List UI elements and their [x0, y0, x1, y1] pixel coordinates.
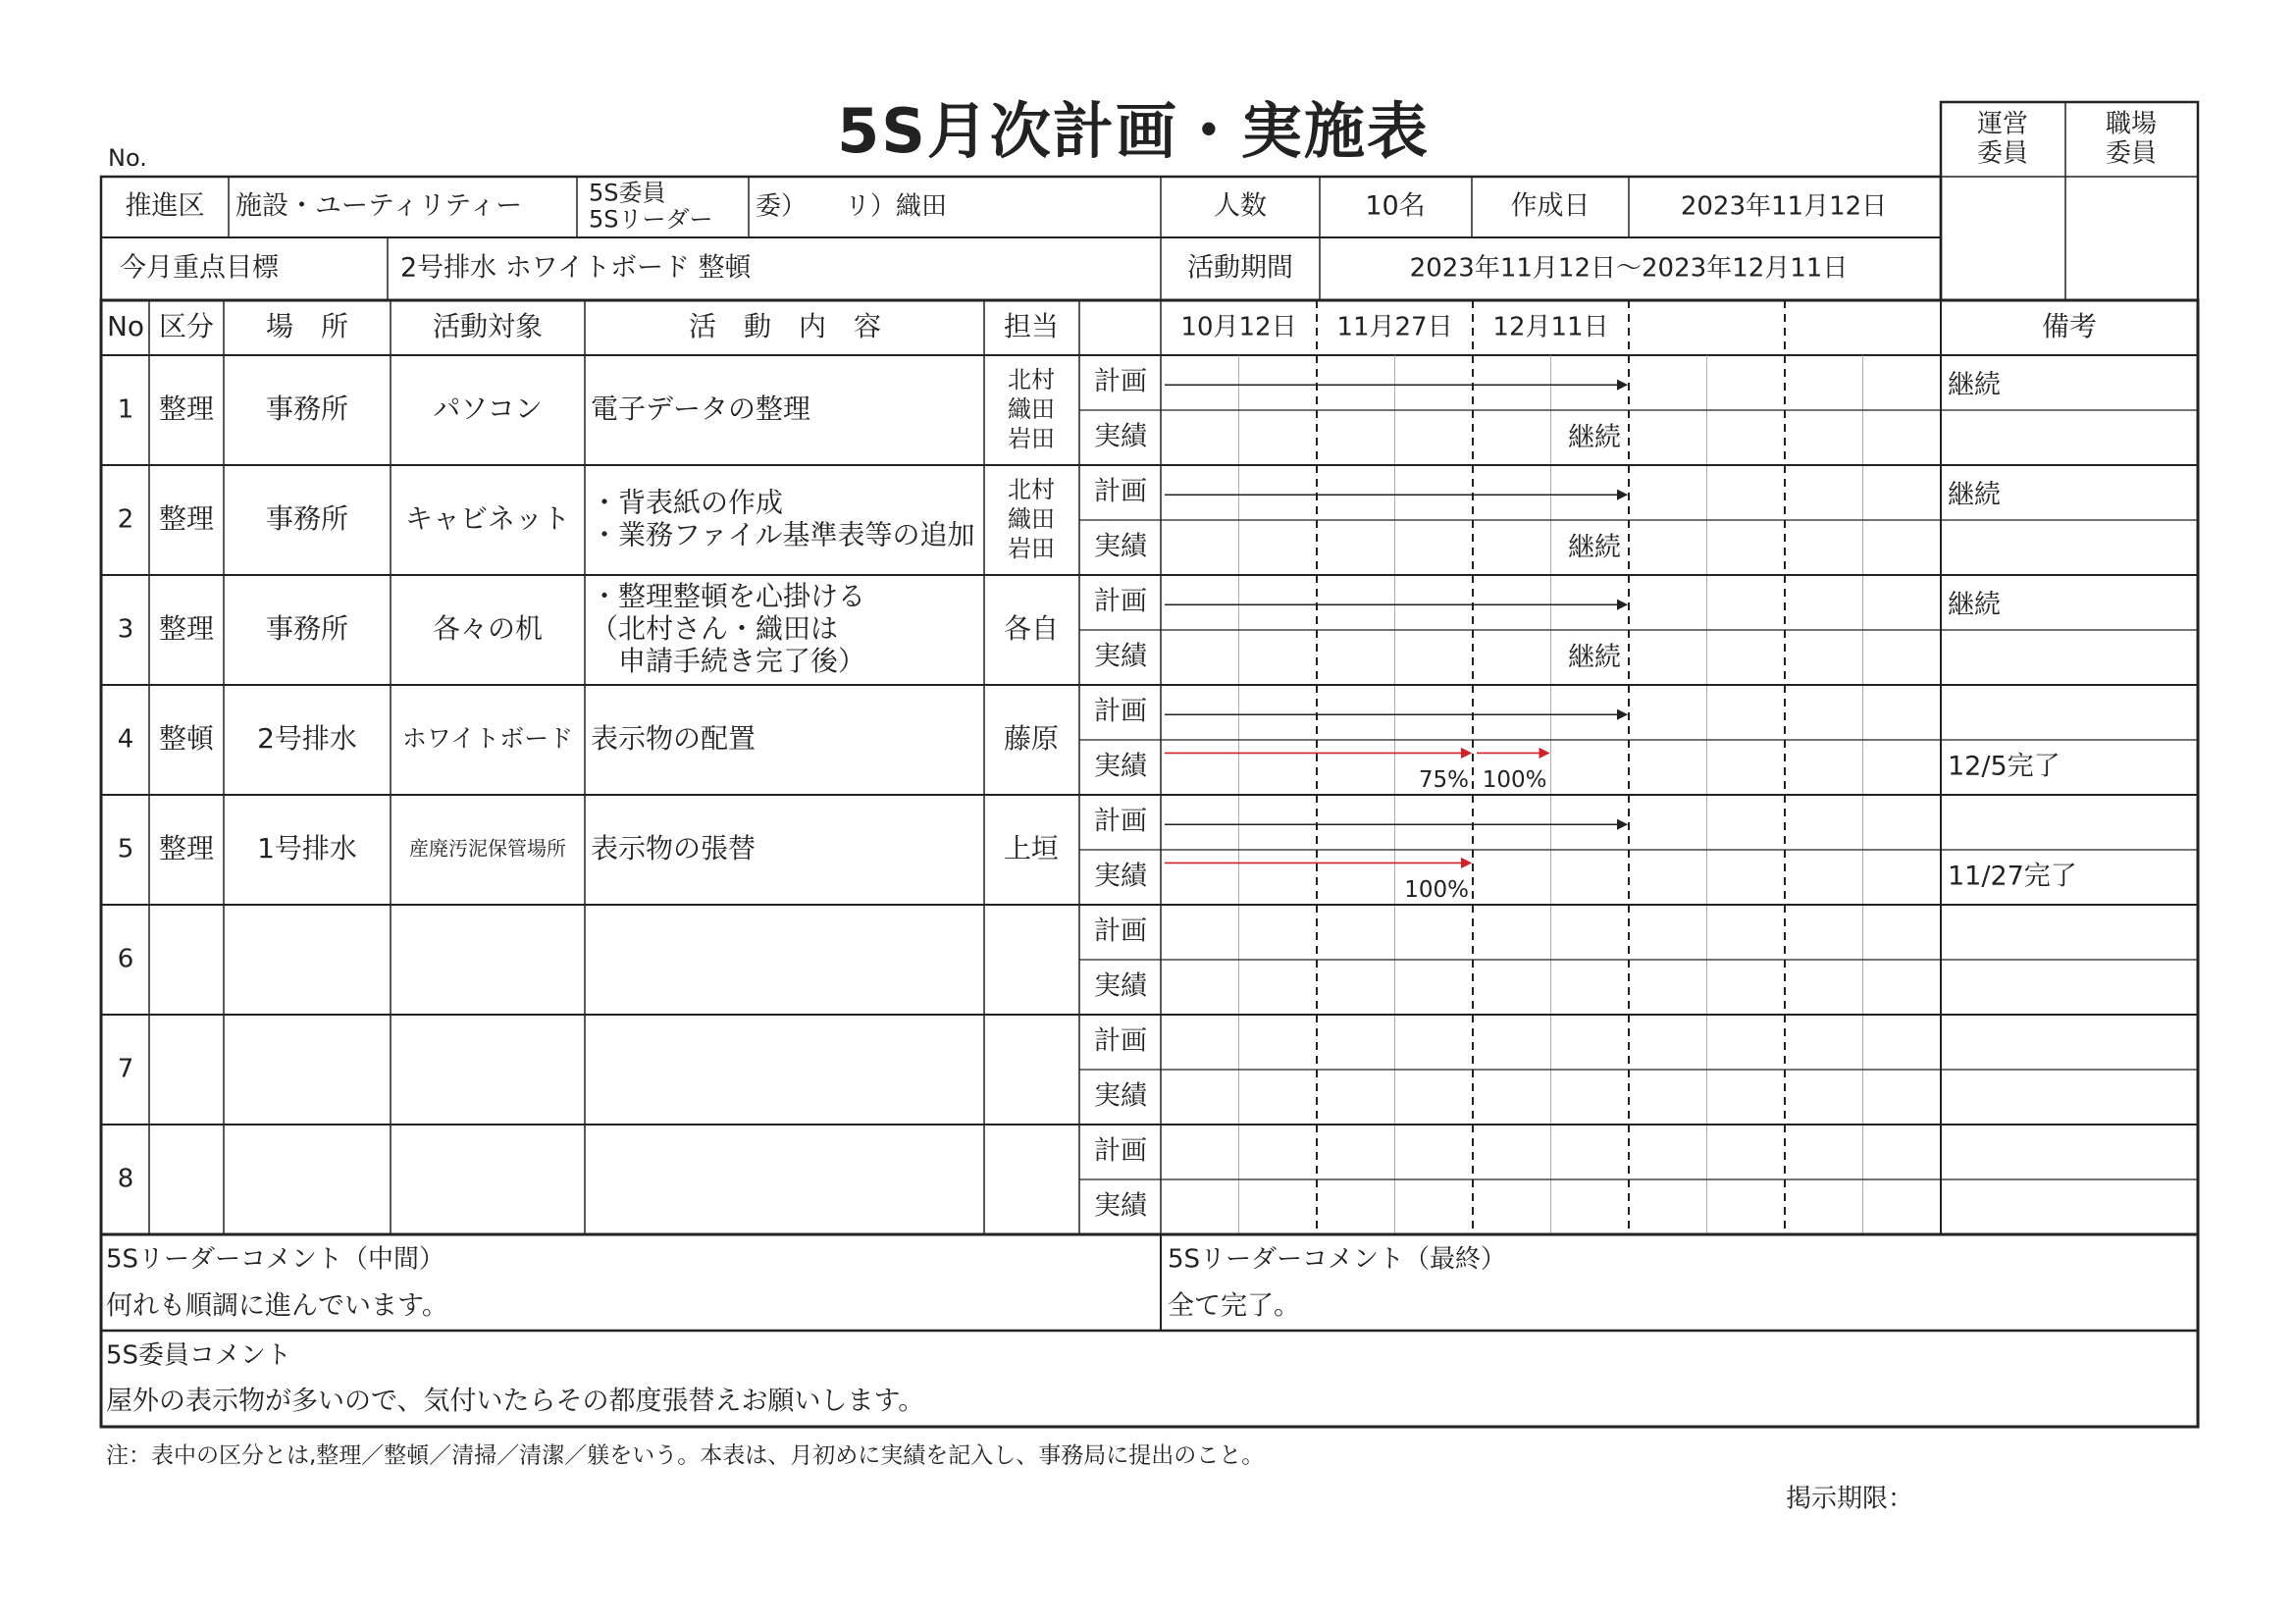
row-target: パソコン: [433, 393, 543, 425]
row-target: ホワイトボード: [401, 724, 574, 753]
committee-value: 委） リ）織田: [756, 191, 948, 222]
actual-remark: 12/5完了: [1948, 751, 2061, 782]
actual-note: 継続: [1568, 642, 1621, 673]
plan-remark: 継続: [1948, 479, 2001, 510]
created-value: 2023年11月12日: [1680, 191, 1888, 222]
row-target: 各々の机: [432, 612, 544, 645]
row-content: ・整理整頓を心掛ける: [591, 580, 866, 612]
progress-label: 100%: [1482, 766, 1547, 793]
final-comment-label: 5Sリーダーコメント（最終）: [1168, 1244, 1507, 1275]
row-content: 申請手続き完了後）: [591, 645, 866, 677]
period-label: 活動期間: [1187, 252, 1293, 284]
row-number: 7: [117, 1054, 134, 1084]
final-comment-text: 全て完了。: [1168, 1290, 1300, 1322]
actual-label: 実績: [1094, 751, 1147, 782]
progress-label: 75%: [1418, 766, 1469, 793]
col-header-category: 区分: [158, 310, 215, 342]
goal-value: 2号排水 ホワイトボード 整頓: [400, 252, 752, 284]
col-header-place: 場 所: [265, 310, 349, 342]
row-person: 北村: [1008, 476, 1055, 503]
row-person: 岩田: [1008, 535, 1055, 562]
plan-label: 計画: [1094, 696, 1147, 727]
row-person: 藤原: [1003, 722, 1060, 755]
col-header-target: 活動対象: [432, 310, 544, 342]
actual-note: 継続: [1568, 422, 1621, 453]
number-label: No.: [108, 144, 147, 172]
approval-label-operations: 委員: [1976, 138, 2029, 169]
created-label: 作成日: [1510, 190, 1591, 222]
goal-label: 今月重点目標: [120, 252, 279, 284]
page-title: 5S月次計画・実施表: [837, 95, 1430, 168]
area-value: 施設・ユーティリティー: [235, 190, 523, 222]
people-value: 10名: [1365, 190, 1426, 222]
approval-label-operations: 運営: [1976, 109, 2029, 139]
actual-label: 実績: [1094, 1190, 1147, 1222]
row-person: 北村: [1008, 366, 1055, 393]
plan-label: 計画: [1094, 916, 1147, 947]
row-category: 整理: [158, 612, 215, 645]
posting-deadline-label: 掲示期限：: [1786, 1484, 1914, 1514]
main-table-frame: [101, 300, 2198, 1234]
actual-remark: 11/27完了: [1948, 861, 2077, 892]
row-number: 8: [117, 1164, 134, 1194]
row-number: 6: [117, 944, 134, 974]
row-content: ・業務ファイル基準表等の追加: [591, 518, 975, 551]
actual-label: 実績: [1094, 970, 1147, 1002]
col-header-person: 担当: [1003, 310, 1060, 342]
row-number: 3: [117, 614, 134, 645]
row-target: キャビネット: [404, 502, 571, 535]
row-content: 表示物の配置: [591, 722, 757, 755]
row-person: 岩田: [1008, 425, 1055, 452]
row-category: 整頓: [158, 722, 215, 755]
actual-label: 実績: [1094, 641, 1147, 672]
col-header-remarks: 備考: [2041, 310, 2098, 342]
plan-remark: 継続: [1948, 369, 2001, 400]
plan-label: 計画: [1094, 366, 1147, 397]
row-content: 表示物の張替: [591, 832, 757, 864]
progress-label: 100%: [1404, 876, 1469, 903]
plan-label: 計画: [1094, 806, 1147, 837]
committee-label: 5Sリーダー: [589, 205, 713, 234]
actual-note: 継続: [1568, 532, 1621, 563]
row-place: 事務所: [265, 502, 349, 535]
actual-label: 実績: [1094, 1080, 1147, 1112]
col-header-date: 12月11日: [1492, 312, 1609, 342]
area-label: 推進区: [125, 190, 205, 222]
row-content: （北村さん・織田は: [591, 612, 839, 645]
row-place: 事務所: [265, 612, 349, 645]
row-content: 電子データの整理: [591, 393, 811, 425]
committee-comment-label: 5S委員コメント: [106, 1340, 292, 1371]
col-header-content: 活 動 内 容: [688, 310, 882, 342]
plan-label: 計画: [1094, 1135, 1147, 1167]
row-place: 2号排水: [257, 722, 357, 755]
row-number: 1: [117, 394, 134, 425]
period-value: 2023年11月12日～2023年12月11日: [1409, 253, 1849, 284]
row-number: 2: [117, 504, 134, 535]
plan-remark: 継続: [1948, 589, 2001, 620]
row-category: 整理: [158, 832, 215, 864]
row-person: 上垣: [1003, 832, 1060, 864]
row-person: 各自: [1003, 612, 1060, 645]
col-header-date: 10月12日: [1180, 312, 1297, 342]
actual-label: 実績: [1094, 861, 1147, 892]
row-number: 5: [117, 834, 134, 864]
plan-label: 計画: [1094, 1025, 1147, 1057]
committee-label: 5S委員: [589, 179, 666, 207]
row-category: 整理: [158, 502, 215, 535]
mid-comment-label: 5Sリーダーコメント（中間）: [106, 1244, 445, 1275]
actual-label: 実績: [1094, 531, 1147, 562]
row-number: 4: [117, 724, 134, 755]
row-person: 織田: [1008, 395, 1055, 423]
row-content: ・背表紙の作成: [591, 486, 784, 519]
plan-label: 計画: [1094, 476, 1147, 507]
actual-label: 実績: [1094, 421, 1147, 452]
row-place: 1号排水: [257, 832, 357, 864]
col-header-no: No: [106, 310, 145, 342]
approval-label-workplace: 委員: [2105, 138, 2158, 169]
row-category: 整理: [158, 393, 215, 425]
approval-label-workplace: 職場: [2105, 109, 2158, 139]
row-target: 産廃汚泥保管場所: [409, 836, 566, 861]
footer-note: 注：表中の区分とは,整理／整頓／清掃／清潔／躾をいう。本表は、月初めに実績を記入し、事務局に提出のこと。: [106, 1442, 1265, 1469]
committee-comment-text: 屋外の表示物が多いので、気付いたらその都度張替えお願いします。: [106, 1386, 925, 1417]
col-header-date: 11月27日: [1336, 312, 1453, 342]
plan-label: 計画: [1094, 586, 1147, 617]
row-place: 事務所: [265, 393, 349, 425]
mid-comment-text: 何れも順調に進んでいます。: [106, 1290, 448, 1322]
row-person: 織田: [1008, 505, 1055, 533]
people-label: 人数: [1214, 190, 1267, 222]
